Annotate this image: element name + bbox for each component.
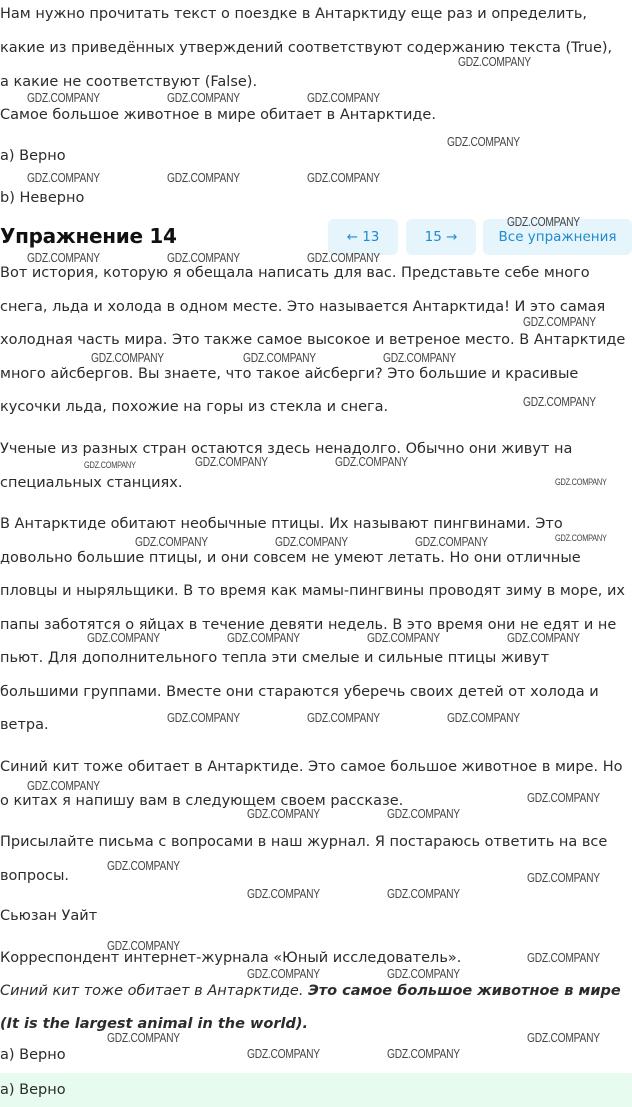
all-exercises-label: Все упражнения (498, 229, 617, 245)
watermark: GDZ.COMPANY (307, 251, 380, 265)
text-paragraph-2: Ученые из разных стран остаются здесь ненадолго. Обычно они живут на специальных станциях. (0, 441, 573, 491)
watermark: GDZ.COMPANY (555, 477, 607, 487)
watermark: GDZ.COMPANY (275, 535, 348, 549)
exercise-title: Упражнение 14 (0, 224, 177, 248)
watermark: GDZ.COMPANY (447, 135, 520, 149)
prev-exercise-label: ← 13 (346, 229, 380, 245)
all-exercises-button[interactable] (483, 219, 632, 255)
watermark: GDZ.COMPANY (387, 967, 460, 981)
answer-label: a) Верно (0, 1082, 66, 1098)
watermark: GDZ.COMPANY (527, 871, 600, 885)
answer-box (0, 1073, 632, 1107)
explanation-quote-translation: (It is the largest animal in the world). (0, 1016, 308, 1032)
watermark: GDZ.COMPANY (27, 251, 100, 265)
watermark: GDZ.COMPANY (227, 631, 300, 645)
signature: Сьюзан Уайт (0, 908, 98, 924)
watermark: GDZ.COMPANY (135, 535, 208, 549)
text-paragraph-5: Присылайте письма с вопросами в наш журнал. Я постараюсь ответить на все вопросы. (0, 834, 608, 884)
text-paragraph-3: В Антарктиде обитают необычные птицы. Их называют пингвинами. Это довольно большие птицы, и они совсем не умеют летать. Но они отличные пловцы и ныряльщики. В то время как мамы-пингвины проводят зиму в море, их папы заботятся о яйцах в течение девяти недель. В это время они не едят и не пьют. Для дополнительного тепла эти смелые и сильные птицы живут большими группами. Вместе они стараются уберечь своих детей от холода и ветра. (0, 516, 626, 733)
watermark: GDZ.COMPANY (387, 1047, 460, 1061)
watermark: GDZ.COMPANY (523, 315, 596, 329)
task-statement: Самое большое животное в мире обитает в Антарктиде. (0, 107, 436, 123)
next-exercise-button[interactable] (406, 219, 476, 255)
watermark: GDZ.COMPANY (167, 251, 240, 265)
task-line-1: Нам нужно прочитать текст о поездке в Антарктиду еще раз и определить, (0, 6, 588, 22)
watermark: GDZ.COMPANY (527, 951, 600, 965)
watermark: GDZ.COMPANY (415, 535, 488, 549)
watermark: GDZ.COMPANY (243, 351, 316, 365)
watermark: GDZ.COMPANY (167, 91, 240, 105)
watermark: GDZ.COMPANY (107, 939, 180, 953)
text-paragraph-4: Синий кит тоже обитает в Антарктиде. Это самое большое животное в мире. Но о китах я напишу вам в следующем своем рассказе. (0, 759, 623, 809)
watermark: GDZ.COMPANY (27, 779, 100, 793)
author-role: Корреспондент интернет-журнала «Юный исследователь». (0, 950, 462, 966)
watermark: GDZ.COMPANY (247, 1047, 320, 1061)
watermark: GDZ.COMPANY (523, 395, 596, 409)
watermark: GDZ.COMPANY (91, 351, 164, 365)
watermark: GDZ.COMPANY (247, 967, 320, 981)
watermark: GDZ.COMPANY (307, 91, 380, 105)
watermark: GDZ.COMPANY (367, 631, 440, 645)
watermark: GDZ.COMPANY (195, 455, 268, 469)
watermark: GDZ.COMPANY (247, 887, 320, 901)
watermark: GDZ.COMPANY (107, 1031, 180, 1045)
watermark: GDZ.COMPANY (247, 807, 320, 821)
task-option-b: b) Неверно (0, 190, 85, 206)
next-exercise-label: 15 → (424, 229, 458, 245)
watermark: GDZ.COMPANY (167, 711, 240, 725)
watermark: GDZ.COMPANY (27, 171, 100, 185)
watermark: GDZ.COMPANY (307, 711, 380, 725)
watermark: GDZ.COMPANY (383, 351, 456, 365)
explanation-quote-plain: Синий кит тоже обитает в Антарктиде. (0, 983, 304, 999)
explanation-quote (0, 983, 621, 999)
watermark: GDZ.COMPANY (87, 631, 160, 645)
watermark: GDZ.COMPANY (507, 631, 580, 645)
watermark: GDZ.COMPANY (387, 887, 460, 901)
task-option-a: a) Верно (0, 148, 66, 164)
watermark: GDZ.COMPANY (507, 215, 580, 229)
watermark: GDZ.COMPANY (335, 455, 408, 469)
watermark: GDZ.COMPANY (307, 171, 380, 185)
watermark: GDZ.COMPANY (84, 460, 136, 470)
watermark: GDZ.COMPANY (27, 91, 100, 105)
watermark: GDZ.COMPANY (527, 791, 600, 805)
watermark: GDZ.COMPANY (527, 1031, 600, 1045)
watermark: GDZ.COMPANY (107, 859, 180, 873)
text-paragraph-1: Вот история, которую я обещала написать для вас. Представьте себе много снега, льда и холода в одном месте. Это называется Антарктида! И это самая холодная часть мира. Это также самое высокое и ветреное место. В Антарктиде много айсбергов. Вы знаете, что такое айсберги? Это большие и красивые кусочки льда, похожие на горы из стекла и снега. (0, 265, 626, 415)
explanation-quote-bold: Это самое большое животное в мире (308, 983, 621, 999)
task-line-3: а какие не соответствуют (False). (0, 74, 258, 90)
task-line-2: какие из приведённых утверждений соответствуют содержанию текста (True), (0, 40, 613, 56)
watermark: GDZ.COMPANY (447, 711, 520, 725)
watermark: GDZ.COMPANY (458, 55, 531, 69)
explanation-choice: a) Верно (0, 1047, 66, 1063)
watermark: GDZ.COMPANY (167, 171, 240, 185)
watermark: GDZ.COMPANY (387, 807, 460, 821)
prev-exercise-button[interactable] (328, 219, 398, 255)
watermark: GDZ.COMPANY (555, 533, 607, 543)
